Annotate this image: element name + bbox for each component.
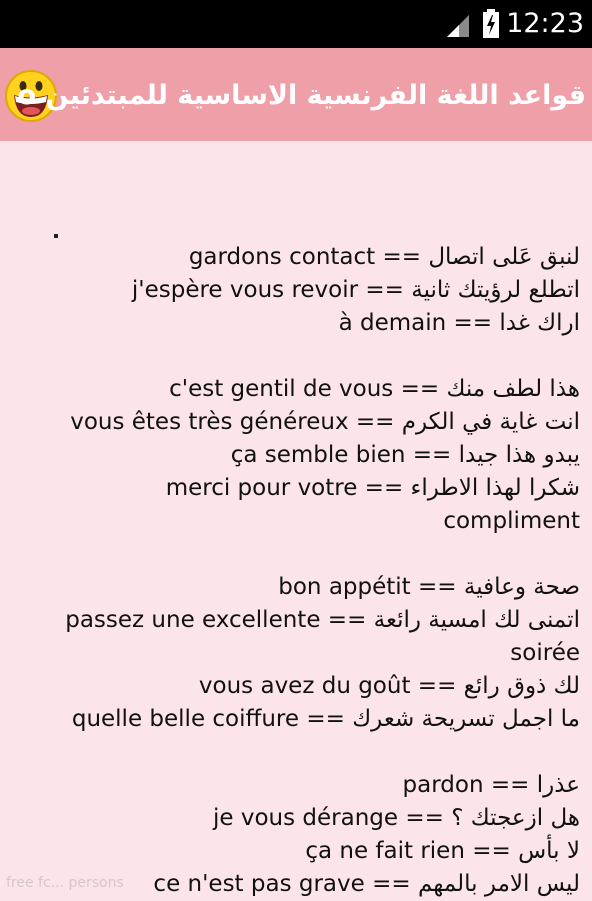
action-bar [0, 48, 592, 141]
battery-charging-icon [482, 9, 500, 39]
phrase-line: soirée [510, 640, 580, 666]
phrase-line: عذرا == pardon [402, 772, 580, 798]
blank-line [30, 538, 580, 571]
status-bar [0, 0, 592, 48]
phrase-line: لك ذوق رائع == vous avez du goût [198, 673, 580, 699]
phrase-line: compliment [443, 508, 580, 534]
phrase-line: اتطلع لرؤيتك ثانية == j'espère vous revoir [131, 277, 580, 303]
phrase-line: اراك غدا == à demain [338, 310, 580, 336]
signal-icon [445, 13, 471, 39]
phrase-line: ما اجمل تسريحة شعرك == quelle belle coiffure [71, 706, 580, 732]
phrase-list [30, 241, 580, 901]
content-scroll-area[interactable] [0, 141, 592, 900]
phrase-line: اتمنى لك امسية رائعة == passez une excellente [65, 607, 580, 633]
watermark: free fc... persons [6, 875, 124, 891]
phrase-line: انت غاية في الكرم == vous êtes très généreux [70, 409, 580, 435]
phrase-line: صحة وعافية == bon appétit [278, 574, 580, 600]
app-title: قواعد اللغة الفرنسية الاساسية للمبتدئين o [17, 80, 586, 111]
blank-line [30, 340, 580, 373]
phrase-line: لا بأس == ça ne fait rien [305, 838, 580, 864]
phrase-line: لنبق عَلى اتصال == gardons contact [188, 244, 580, 270]
phrase-line: شكرا لهذا الاطراء == merci pour votre [165, 475, 580, 501]
phrase-line: ليس الامر بالمهم == ce n'est pas grave [153, 871, 580, 897]
bullet-dot [54, 234, 58, 238]
status-clock: 12:23 [506, 8, 584, 39]
blank-line [30, 736, 580, 769]
phrase-line: يبدو هذا جيدا == ça semble bien [230, 442, 580, 468]
phrase-line: هل ازعجتك ؟ == je vous dérange [213, 805, 580, 831]
phrase-line: هذا لطف منك == c'est gentil de vous [169, 376, 580, 402]
